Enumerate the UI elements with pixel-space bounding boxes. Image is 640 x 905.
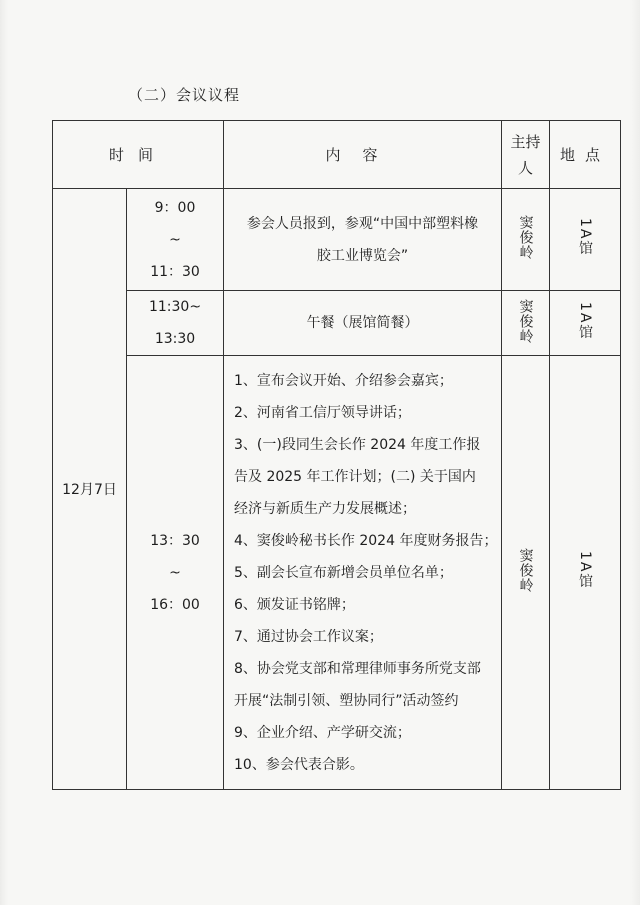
date-cell: 12月7日: [53, 189, 127, 790]
time-end: 13:30: [154, 331, 196, 347]
host-cell: [502, 356, 550, 790]
time-cell: [127, 291, 224, 356]
agenda-item: 告及 2025 年工作计划；(二) 关于国内: [234, 468, 476, 485]
host-cell: [502, 189, 550, 291]
location-cell: [550, 291, 621, 356]
agenda-item: 1、宣布会议开始、介绍参会嘉宾；: [234, 372, 453, 389]
header-host: 主持 人: [502, 121, 550, 189]
location-cell: [550, 356, 621, 790]
content-cell: [224, 189, 502, 291]
agenda-item: 5、副会长宣布新增会员单位名单；: [234, 564, 453, 581]
agenda-item: 2、河南省工信厅领导讲话；: [234, 404, 411, 421]
host-name: 窦俊岭: [517, 215, 534, 260]
content-line: 胶工业博览会”: [316, 247, 409, 264]
location-name: 1A馆: [577, 301, 594, 341]
time-start: 9：00: [154, 199, 196, 216]
location-name: 1A馆: [577, 551, 594, 590]
header-content: 内容: [224, 121, 502, 189]
time-end: 16：00: [150, 596, 200, 613]
header-location: 地点: [550, 121, 621, 189]
table-row: [53, 356, 621, 790]
table-row: [53, 189, 621, 291]
time-cell: [127, 356, 224, 790]
location-name: 1A馆: [577, 218, 594, 257]
header-time: 时间: [53, 121, 224, 189]
time-end: 11：30: [150, 263, 200, 280]
table-row: [53, 291, 621, 356]
host-name: 窦俊岭: [517, 548, 534, 593]
host-name: 窦俊岭: [517, 298, 534, 344]
time-start: 11:30~: [148, 299, 202, 315]
agenda-item: 9、企业介绍、产学研交流；: [234, 724, 411, 741]
location-cell: [550, 189, 621, 291]
agenda-table: [52, 120, 621, 790]
time-cell: [127, 189, 224, 291]
agenda-item: 7、通过协会工作议案；: [234, 628, 383, 645]
time-separator: ~: [169, 564, 181, 581]
header-row: [53, 121, 621, 189]
agenda-item: 6、颁发证书铭牌；: [234, 596, 355, 613]
agenda-item: 10、参会代表合影。: [234, 756, 364, 773]
time-separator: ~: [169, 231, 181, 248]
agenda-item: 3、(一)段同生会长作 2024 年度工作报: [234, 436, 481, 453]
agenda-item: 开展“法制引领、塑协同行”活动签约: [234, 692, 459, 709]
host-cell: [502, 291, 550, 356]
agenda-item: 4、窦俊岭秘书长作 2024 年度财务报告；: [234, 532, 498, 549]
agenda-item: 8、协会党支部和常理律师事务所党支部: [234, 660, 481, 677]
content-line: 参会人员报到，参观“中国中部塑料橡: [246, 215, 479, 232]
content-line: 午餐（展馆简餐）: [306, 315, 419, 331]
agenda-item: 经济与新质生产力发展概述；: [234, 500, 417, 517]
content-cell: [224, 356, 502, 790]
content-cell: [224, 291, 502, 356]
section-title: （二）会议议程: [128, 86, 241, 104]
time-start: 13：30: [150, 532, 200, 549]
